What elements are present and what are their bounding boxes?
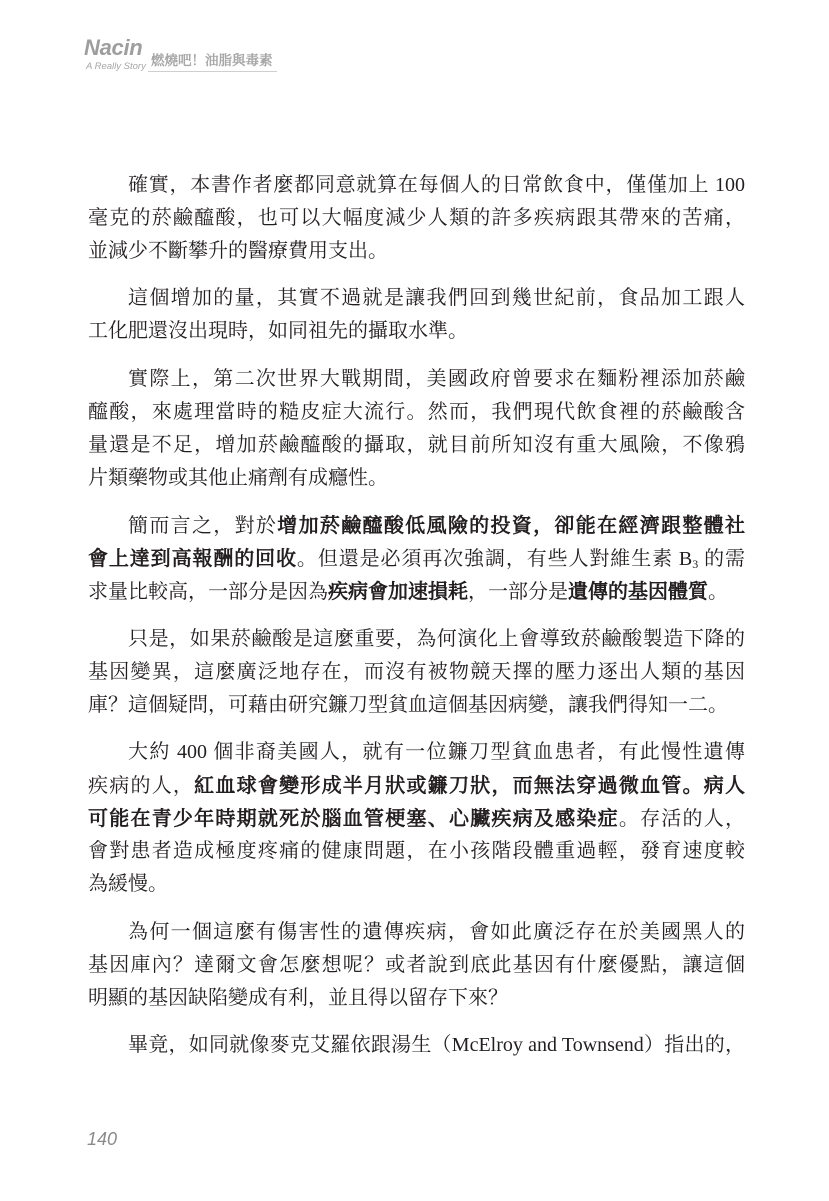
body-text xyxy=(88,169,745,1077)
text-segment: 醯酸，來處理當時的糙皮症大流行。然而，我們現代飲食裡的菸鹼酸含 xyxy=(88,400,745,423)
running-header-book-title: 燃燒吧！油脂與毒素 xyxy=(151,53,273,69)
text-segment: 並減少不斷攀升的醫療費用支出。 xyxy=(88,239,388,262)
text-segment: 。 xyxy=(708,581,728,603)
text-segment: 為何一個這麼有傷害性的遺傳疾病，會如此廣泛存在於美國黑人的 xyxy=(128,920,745,943)
text-line xyxy=(88,542,745,575)
text-segment: 只是，如果菸鹼酸是這麼重要，為何演化上會導致菸鹼酸製造下降的 xyxy=(128,627,745,650)
page-number: 140 xyxy=(87,1129,118,1149)
text-segment: 實際上，第二次世界大戰期間，美國政府曾要求在麵粉裡添加菸鹼 xyxy=(128,367,745,390)
text-line xyxy=(88,623,745,656)
text-line xyxy=(88,802,745,835)
text-segment: 毫克的菸鹼醯酸，也可以大幅度減少人類的許多疾病跟其帶來的苦痛， xyxy=(88,206,745,229)
text-line xyxy=(88,1029,745,1062)
text-segment: 工化肥還沒出現時，如同祖先的攝取水準。 xyxy=(88,320,468,342)
text-segment: 求量比較高，一部分是因為 xyxy=(88,581,328,603)
text-line xyxy=(88,429,745,462)
text-segment: 基因庫內？達爾文會怎麼想呢？或者說到底此基因有什麼優點，讓這個 xyxy=(88,953,745,976)
paragraph xyxy=(88,623,745,722)
text-segment: 量還是不足，增加菸鹼醯酸的攝取，就目前所知沒有重大風險，不像鴉 xyxy=(88,433,745,456)
paragraph xyxy=(88,509,745,608)
text-segment: 大約 400 個非裔美國人，就有一位鐮刀型貧血患者，有此慢性遺傳 xyxy=(128,741,745,763)
paragraph xyxy=(88,736,745,901)
bold-text: 可能在青少年時期就死於腦血管梗塞、心臟疾病及感染症 xyxy=(88,806,619,830)
paragraph xyxy=(88,1029,745,1062)
text-line xyxy=(88,202,745,235)
text-segment: 庫？這個疑問，可藉由研究鐮刀型貧血這個基因病變，讓我們得知一二。 xyxy=(88,693,728,716)
running-header-tagline: A Really Story xyxy=(86,61,146,72)
text-segment: 。存活的人， xyxy=(618,808,746,830)
subscript-text: 3 xyxy=(692,557,699,571)
bold-text: 疾病會加速損耗 xyxy=(328,579,468,603)
text-line xyxy=(88,462,745,495)
text-line xyxy=(88,982,745,1015)
bold-text: 會上達到高報酬的回收 xyxy=(88,546,297,570)
text-segment: 簡而言之，對於 xyxy=(128,515,278,537)
text-segment: 為緩慢。 xyxy=(88,873,168,895)
text-line xyxy=(88,868,745,901)
text-segment: ，一部分是 xyxy=(468,581,568,603)
text-segment: 疾病的人， xyxy=(88,775,195,797)
bold-text: 遺傳的基因體質 xyxy=(568,579,708,603)
text-line xyxy=(88,363,745,396)
text-line xyxy=(88,949,745,982)
text-line xyxy=(88,736,745,769)
text-line xyxy=(88,282,745,315)
text-line xyxy=(88,396,745,429)
text-segment: 明顯的基因缺陷變成有利，並且得以留存下來？ xyxy=(88,986,508,1009)
text-line xyxy=(88,235,745,268)
header-divider xyxy=(148,71,277,72)
text-line xyxy=(88,509,745,542)
text-segment: 這個增加的量，其實不過就是讓我們回到幾世紀前，食品加工跟人 xyxy=(128,287,745,309)
text-segment: 。但還是必須再次強調，有些人對維生素 B xyxy=(296,548,693,570)
paragraph xyxy=(88,916,745,1015)
text-line xyxy=(88,656,745,689)
text-line xyxy=(88,689,745,722)
text-line xyxy=(88,835,745,868)
bold-text: 增加菸鹼醯酸低風險的投資，卻能在經濟跟整體社 xyxy=(277,513,745,537)
text-segment: 確實，本書作者麼都同意就算在每個人的日常飲食中，僅僅加上 100 xyxy=(128,173,745,196)
text-line xyxy=(88,575,745,608)
text-line xyxy=(88,315,745,348)
bold-text: 紅血球會變形成半月狀或鐮刀狀，而無法穿過微血管。病人 xyxy=(194,773,746,797)
text-segment: 的需 xyxy=(698,548,746,570)
text-segment: 畢竟，如同就像麥克艾羅依跟湯生（McElroy and Townsend）指出的， xyxy=(128,1034,745,1056)
text-line xyxy=(88,916,745,949)
text-line xyxy=(88,769,745,802)
running-header-brand: Nacin xyxy=(84,35,143,60)
text-segment: 基因變異，這麼廣泛地存在，而沒有被物競天擇的壓力逐出人類的基因 xyxy=(88,660,745,683)
text-segment: 會對患者造成極度疼痛的健康問題，在小孩階段體重過輕，發育速度較 xyxy=(88,840,745,862)
text-line xyxy=(88,169,745,202)
paragraph xyxy=(88,282,745,348)
text-segment: 片類藥物或其他止痛劑有成癮性。 xyxy=(88,466,388,489)
paragraph xyxy=(88,169,745,268)
paragraph xyxy=(88,363,745,495)
